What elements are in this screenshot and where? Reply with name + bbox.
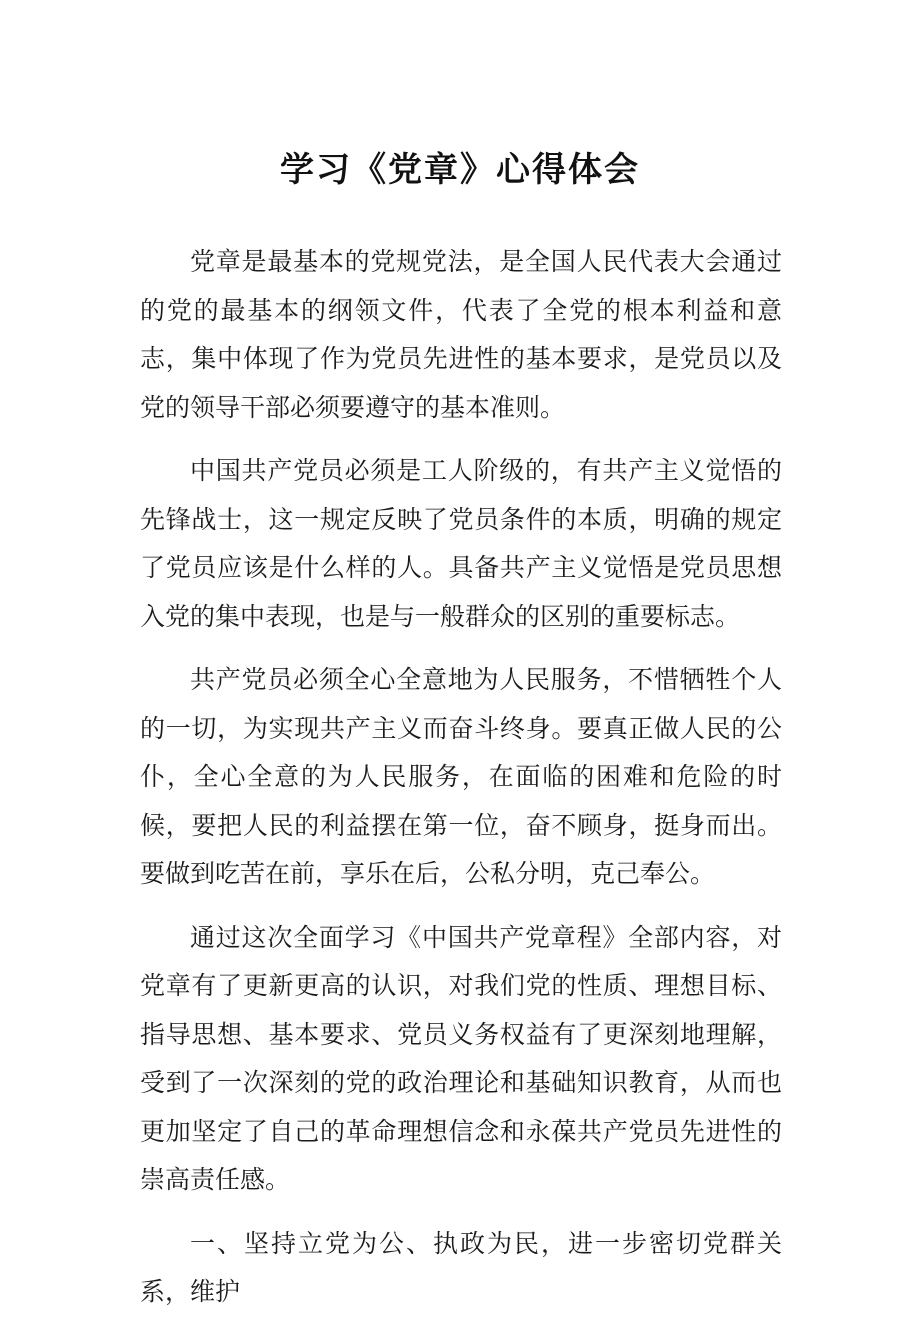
paragraph-4: 通过这次全面学习《中国共产党章程》全部内容，对党章有了更新更高的认识，对我们党的性质、理想目标、指导思想、基本要求、党员义务权益有了更深刻地理解，受到了一次深刻的党的政治理论和基础知识教育，从而也更加坚定了自己的革命理想信念和永葆共产党员先进性的崇高责任感。: [140, 922, 782, 1194]
document-body: [140, 238, 782, 1332]
paragraph-2: 中国共产党员必须是工人阶级的，有共产主义觉悟的先锋战士，这一规定反映了党员条件的本质，明确的规定了党员应该是什么样的人。具备共产主义觉悟是党员思想入党的集中表现，也是与一般群众的区别的重要标志。: [140, 456, 782, 631]
page-title: 学习《党章》心得体会: [280, 150, 640, 190]
paragraph-1: 党章是最基本的党规党法，是全国人民代表大会通过的党的最基本的纲领文件，代表了全党的根本利益和意志，集中体现了作为党员先进性的基本要求，是党员以及党的领导干部必须要遵守的基本准则。: [140, 247, 782, 422]
paragraph-5: 一、坚持立党为公、执政为民，进一步密切党群关系，维护: [140, 1228, 782, 1306]
paragraph-3: 共产党员必须全心全意地为人民服务，不惜牺牲个人的一切，为实现共产主义而奋斗终身。要真正做人民的公仆，全心全意的为人民服务，在面临的困难和危险的时候，要把人民的利益摆在第一位，奋不顾身，挺身而出。要做到吃苦在前，享乐在后，公私分明，克己奉公。: [140, 665, 782, 888]
